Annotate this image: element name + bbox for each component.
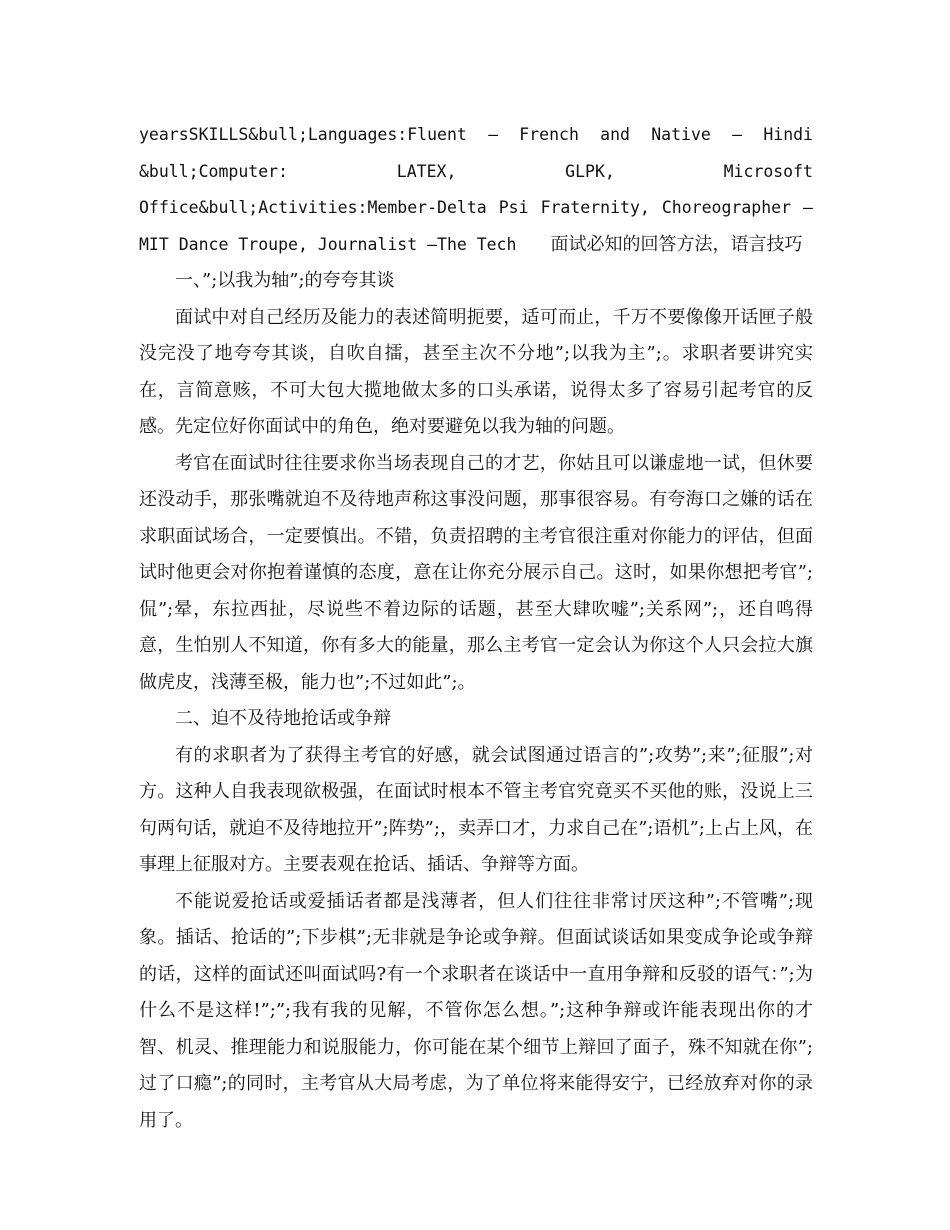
section-2-paragraph-1: 有的求职者为了获得主考官的好感，就会试图通过语言的”;攻势”;来”;征服”;对方。这种人自我表现欲极强，在面试时根本不管主考官究竟买不买他的账，没说上三句两句话，就迫不及待地拉开”;阵势”;，卖弄口才，力求自己在”;语机”;上占上风，在事理上征服对方。主要表观在抢话、插话、争辩等方面。 (139, 744, 813, 875)
resume-skills-text (139, 117, 813, 263)
skills-line: yearsSKILLS&bull;Languages:Fluent – French and Native – Hindi &bull;Computer: LATEX, GLPK, Microsoft Office&bull;Activities:Member-Delta Psi Fraternity, Choreographer – MIT Dance Troupe, Journalist –The Tech (139, 125, 813, 254)
intro-title: 面试必知的回答方法，语言技巧 (550, 233, 803, 255)
section-2-paragraph-2: 不能说爱抢话或爱插话者都是浅薄者，但人们往往非常讨厌这种”;不管嘴”;现象。插话、抢话的”;下步棋”;无非就是争论或争辩。但面试谈话如果变成争论或争辩的话，这样的面试还叫面试吗?有一个求职者在谈话中一直用争辩和反驳的语气：”;为什么不是这样!”;”;我有我的见解，不管你怎么想。”;这种争辩或许能表现出你的才智、机灵、推理能力和说服能力，你可能在某个细节上辩回了面子，殊不知就在你”;过了口瘾”;的同时，主考官从大局考虑，为了单位将来能得安宁，已经放弃对你的录用了。 (139, 890, 813, 1131)
section-1-paragraph-1: 面试中对自己经历及能力的表述简明扼要，适可而止，千万不要像像开话匣子般没完没了地夸夸其谈，自吹自擂，甚至主次不分地”;以我为主”;。求职者要讲究实在，言简意赅，不可大包大揽地做太多的口头承诺，说得太多了容易引起考官的反感。先定位好你面试中的角色，绝对要避免以我为轴的问题。 (139, 306, 813, 437)
section-2-heading: 二、迫不及待地抢话或争辩 (175, 708, 391, 729)
document-body (139, 117, 813, 1139)
section-1-paragraph-2: 考官在面试时往往要求你当场表现自己的才艺，你姑且可以谦虚地一试，但休要还没动手，那张嘴就迫不及待地声称这事没问题，那事很容易。有夸海口之嫌的话在求职面试场合，一定要慎出。不错，负责招聘的主考官很注重对你能力的评估，但面试时他更会对你抱着谨慎的态度，意在让你充分展示自己。这时，如果你想把考官”;侃”;晕，东拉西扯，尽说些不着边际的话题，甚至大肆吹嘘”;关系网”;，还自鸣得意，生怕别人不知道，你有多大的能量，那么主考官一定会认为你这个人只会拉大旗做虎皮，浅薄至极，能力也”;不过如此”;。 (139, 452, 813, 693)
section-1-heading: 一、”;以我为轴”;的夸夸其谈 (175, 270, 395, 291)
